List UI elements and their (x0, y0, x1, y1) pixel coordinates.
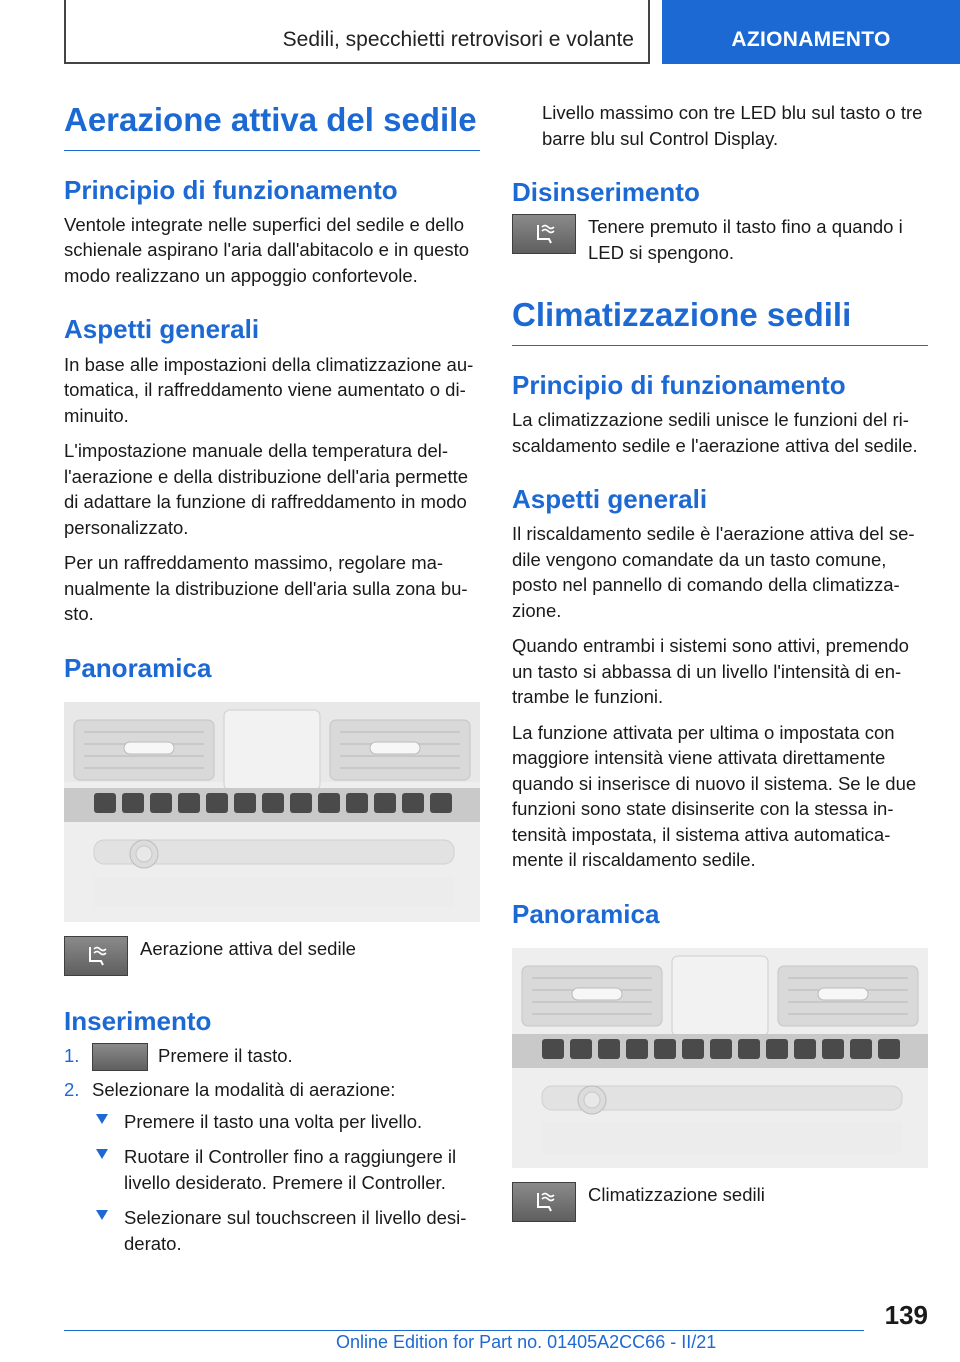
climate-panel-illustration (512, 948, 928, 1168)
step-1-text: Premere il tasto. (158, 1045, 293, 1067)
bullet-3 (92, 1205, 480, 1256)
text-aspetti-left-1: In base alle impostazioni della climatizzazione automatica, il raffreddamento viene aumentato o diminuito. (64, 353, 474, 426)
right-column (512, 100, 928, 1236)
seat-fan-icon (529, 219, 559, 249)
heading-aspetti-right: Aspetti generali (512, 484, 708, 515)
panel-photo-right (512, 948, 928, 1168)
climate-panel-illustration (64, 702, 480, 922)
text-aspetti-right-1: Il riscaldamento sedile è l'aerazione attiva del sedile vengono comandate da un tasto comune, posto nel pannello di comando della climatizzazione. (512, 523, 915, 621)
bullet-1 (92, 1109, 480, 1135)
heading-disinserimento: Disinserimento (512, 177, 700, 208)
icon-row-climatizzazione (512, 1182, 928, 1222)
header-box (64, 0, 650, 64)
panel-photo-left (64, 702, 480, 922)
step-1 (64, 1043, 480, 1071)
icon-row-aerazione (64, 936, 480, 976)
icon-row-disinserimento (512, 214, 928, 265)
caption-climatizzazione: Climatizzazione sedili (588, 1184, 765, 1206)
text-aspetti-right-2: Quando entrambi i sistemi sono attivi, premendo un tasto si abbassa di un livello l'intensità di entrambe le funzioni. (512, 635, 909, 708)
text-aspetti-right-3: La funzione attivata per ultima o impostata con maggiore intensità viene attivata direttamente quando si inserisce di nuovo il sistema. Se le due funzioni sono state disinserite con la stessa intensità impostata, il sistema attiva automaticamente il riscaldamento sedile. (512, 721, 917, 871)
text-livello-massimo: Livello massimo con tre LED blu sul tasto o tre barre blu sul Control Display. (542, 102, 923, 149)
step-2-num: 2. (64, 1079, 80, 1101)
triangle-bullet-icon (96, 1114, 108, 1124)
bullet-2 (92, 1144, 480, 1195)
heading-principio-left: Principio di funzionamento (64, 174, 398, 205)
step-2-text: Selezionare la modalità di aerazione: (92, 1079, 396, 1101)
footer-edition[interactable]: Online Edition for Part no. 01405A2CC66 - II/21 (336, 1332, 717, 1352)
chapter-title: Sedili, specchietti retrovisori e volante (282, 28, 634, 51)
heading-principio-right: Principio di funzionamento (512, 369, 846, 400)
bullet-3-text: Selezionare sul touchscreen il livello desiderato. (124, 1207, 467, 1254)
text-principio-left: Ventole integrate nelle superfici del sedile e dello schienale aspirano l'aria dall'abitacolo e in questo modo realizzano un appoggio confortevole. (64, 213, 470, 286)
seat-fan-icon (529, 1187, 559, 1217)
text-aspetti-left-2: L'impostazione manuale della temperatura dell'aerazione e della distribuzione dell'aria permette di adattare la funzione di raffreddamento in modo personalizzato. (64, 440, 469, 538)
step-1-num: 1. (64, 1045, 80, 1067)
page-number: 139 (884, 1300, 928, 1330)
seat-ventilation-icon (64, 936, 128, 976)
seat-ventilation-icon (512, 214, 576, 254)
heading-inserimento: Inserimento (64, 1005, 212, 1036)
seat-ventilation-key-icon (92, 1043, 148, 1071)
step-2 (64, 1077, 480, 1256)
seat-climate-icon (512, 1182, 576, 1222)
text-aspetti-left-3: Per un raffreddamento massimo, regolare manualmente la distribuzione dell'aria sulla zona busto. (64, 552, 468, 625)
bullet-list (92, 1109, 480, 1257)
bullet-2-text: Ruotare il Controller fino a raggiungere il livello desiderato. Premere il Controller. (124, 1146, 457, 1193)
bullet-1-text: Premere il tasto una volta per livello. (124, 1110, 423, 1132)
text-disinserimento: Tenere premuto il tasto fino a quando i LED si spengono. (588, 216, 903, 263)
left-column (64, 100, 480, 1266)
text-principio-right: La climatizzazione sedili unisce le funzioni del riscaldamento sedile e l'aerazione attiva del sedile. (512, 409, 918, 456)
heading-climatizzazione: Climatizzazione sedili (512, 295, 928, 346)
heading-aerazione: Aerazione attiva del sedile (64, 100, 480, 151)
steps-list (64, 1043, 480, 1256)
section-tab-label: AZIONAMENTO (731, 28, 891, 51)
heading-aspetti-left: Aspetti generali (64, 314, 260, 345)
seat-fan-icon (81, 941, 111, 971)
section-tab[interactable] (662, 0, 960, 64)
heading-panoramica-left: Panoramica (64, 652, 212, 683)
triangle-bullet-icon (96, 1210, 108, 1220)
caption-aerazione: Aerazione attiva del sedile (140, 937, 356, 959)
footer-divider (64, 1330, 864, 1331)
triangle-bullet-icon (96, 1149, 108, 1159)
heading-panoramica-right: Panoramica (512, 898, 660, 929)
